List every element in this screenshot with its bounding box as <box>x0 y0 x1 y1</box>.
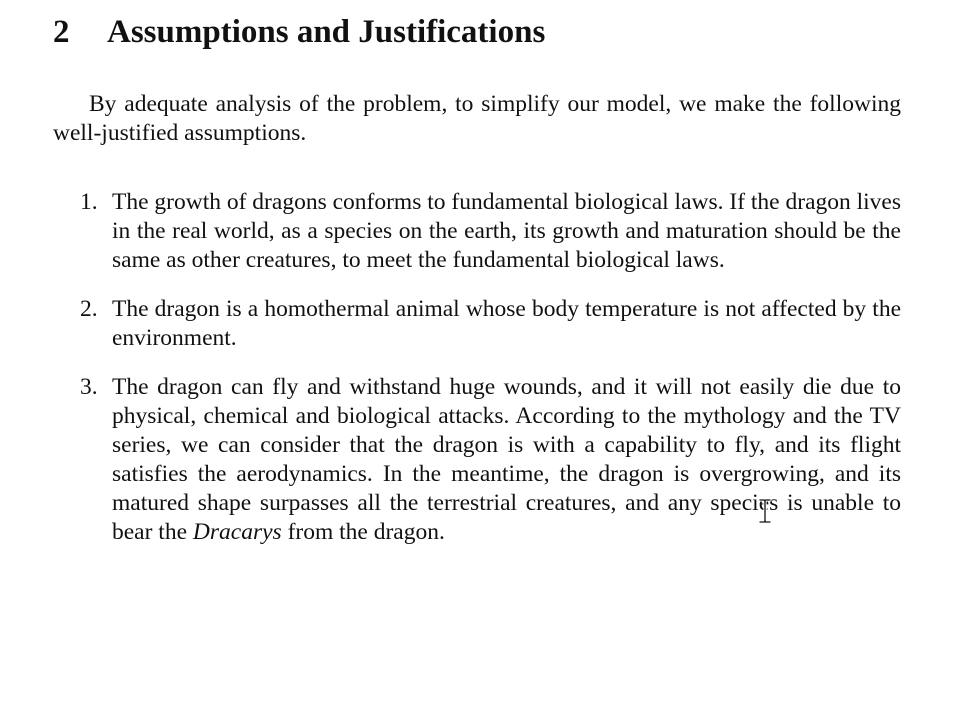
assumption-text: The growth of dragons conforms to fundamental biological laws. If the dragon lives in the real world, as a species on the earth, its growth and maturation should be the same as other creatures, to meet the fundamental biological laws. <box>112 189 902 273</box>
section-number: 2 <box>53 14 70 50</box>
emphasis-dracarys: Dracarys <box>192 519 282 545</box>
assumption-list <box>80 188 901 547</box>
text-cursor-icon <box>758 499 772 523</box>
assumption-text-part: The dragon can fly and withstand huge wounds, and it will not easily die due to physical, chemical and biological attacks. According to the mythology and the TV series, we can consider that the dragon is with a capability to fly, and its flight satisfies the aerodynamics. In the meantime, the dragon is overgrowing, and its matured shape surpasses all the terrestrial creatures, and any species is unable to bear the <box>112 374 901 545</box>
assumption-item <box>80 373 901 547</box>
assumption-text <box>112 374 901 545</box>
assumption-text: The dragon is a homothermal animal whose body temperature is not affected by the environment. <box>112 296 901 351</box>
intro-paragraph: By adequate analysis of the problem, to simplify our model, we make the following well-justified assumptions. <box>53 91 901 146</box>
assumption-number: 3. <box>80 374 98 400</box>
assumption-text-part: from the dragon. <box>281 519 445 545</box>
section-title: Assumptions and Justifications <box>107 14 546 50</box>
assumption-item <box>80 188 901 275</box>
section-heading <box>53 12 545 52</box>
assumption-number: 2. <box>80 296 98 322</box>
assumption-number: 1. <box>80 189 98 215</box>
assumption-item <box>80 295 901 353</box>
